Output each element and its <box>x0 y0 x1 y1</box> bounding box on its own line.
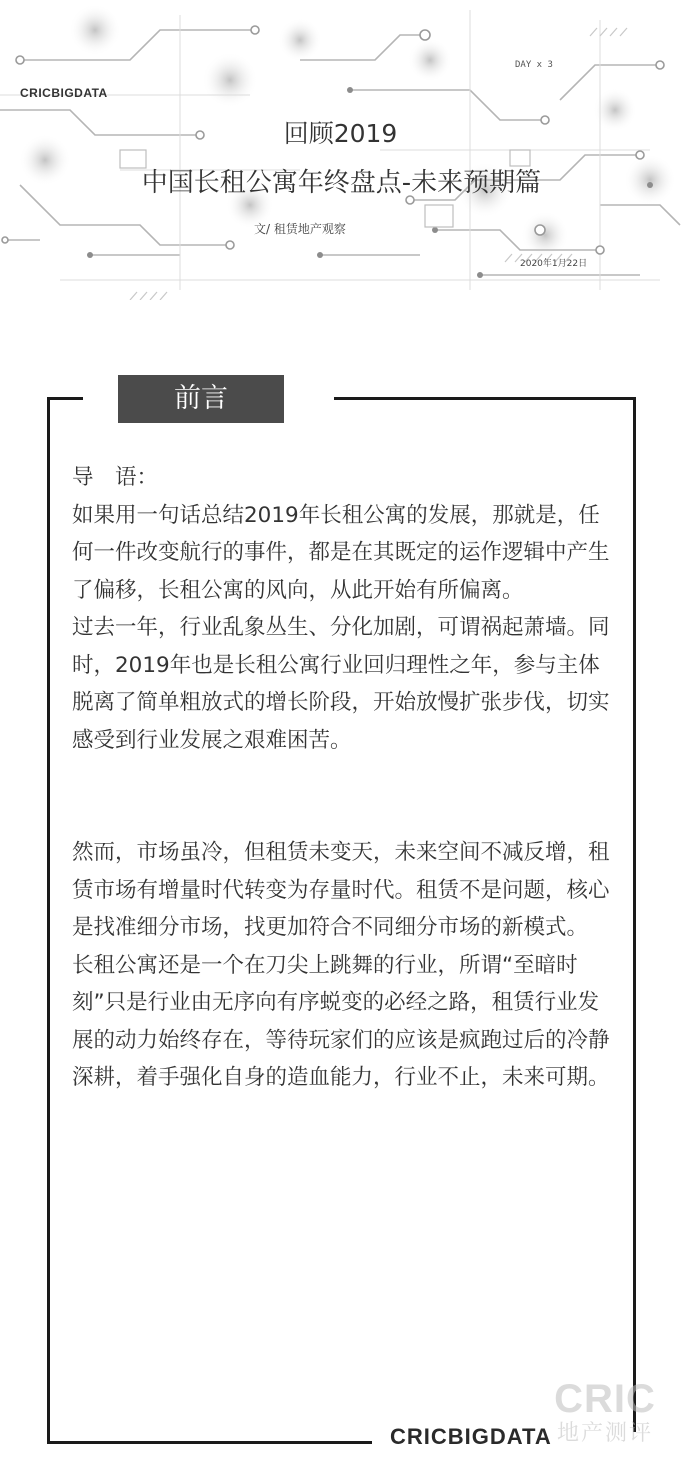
paragraph-1: 如果用一句话总结2019年长租公寓的发展，那就是，任何一件改变航行的事件，都是在其既定的运作逻辑中产生了偏移，长租公寓的风向，从此开始有所偏离。 <box>72 502 610 603</box>
frame-border-top-left <box>47 397 83 400</box>
author-byline: 文/ 租赁地产观察 <box>254 222 346 236</box>
page-title-line1: 回顾2019 <box>283 119 398 148</box>
paragraph-4: 长租公寓还是一个在刀尖上跳舞的行业，所谓“至暗时刻”只是行业由无序向有序蜕变的必经之路，租赁行业发展的动力始终存在，等待玩家们的应该是疯跑过后的冷静深耕，着手强化自身的造血能力，行业不止，未来可期。 <box>72 952 610 1090</box>
day-tag: DAY x 3 <box>515 60 553 70</box>
brand-logo-text: CRICBIGDATA <box>20 86 108 100</box>
paragraph-3: 然而，市场虽冷，但租赁未变天，未来空间不减反增，租赁市场有增量时代转变为存量时代。租赁不是问题，核心是找准细分市场，找更加符合不同细分市场的新模式。 <box>72 840 610 940</box>
watermark-text-big: CRIC <box>554 1377 656 1421</box>
frame-border-left <box>47 397 50 1444</box>
preface-content <box>72 459 612 1097</box>
frame-border-bottom <box>47 1441 372 1444</box>
header-banner <box>0 0 687 300</box>
page-title-line2: 中国长租公寓年终盘点-未来预期篇 <box>141 168 542 198</box>
section-heading-tab: 前言 <box>118 375 284 423</box>
frame-border-top-right <box>334 397 636 400</box>
lead-label: 导 语： <box>72 465 159 490</box>
cric-watermark <box>540 1378 670 1458</box>
paragraph-2: 过去一年，行业乱象丛生、分化加剧，可谓祸起萧墙。同时，2019年也是长租公寓行业回归理性之年，参与主体脱离了简单粗放式的增长阶段，开始放慢扩张步伐，切实感受到行业发展之艰难困苦。 <box>72 615 610 753</box>
footer-brand-text: CRICBIGDATA <box>390 1424 552 1449</box>
publish-date: 2020年1月22日 <box>520 259 588 269</box>
paragraph-spacer <box>72 759 612 834</box>
frame-border-right <box>633 397 636 1432</box>
watermark-text-small: 地产测评 <box>556 1420 653 1445</box>
circuit-background-graphic <box>0 0 687 300</box>
